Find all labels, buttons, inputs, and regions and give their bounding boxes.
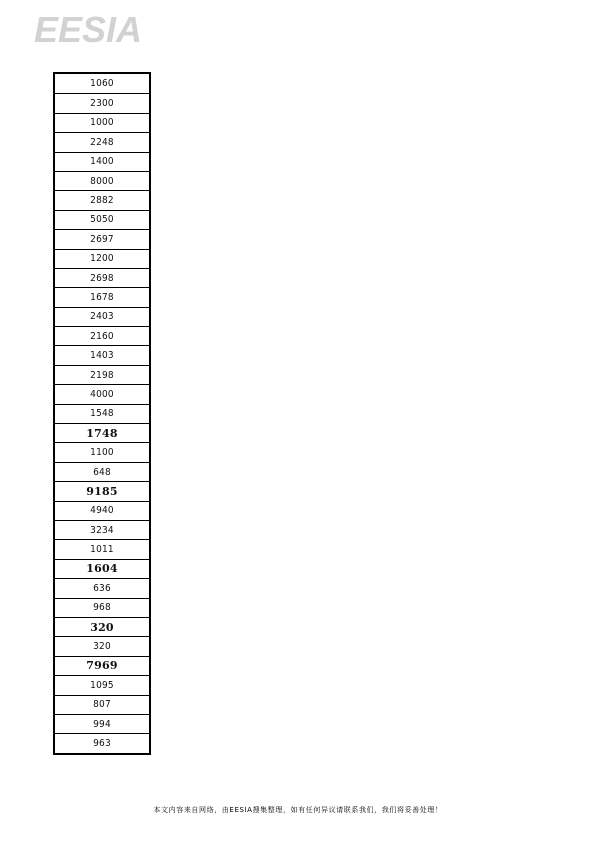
table-row: 1095 [55,675,149,694]
table-row: 2248 [55,132,149,151]
table-row: 2697 [55,229,149,248]
value-table [53,72,151,755]
footer-disclaimer: 本文内容来自网络，由EESIA搜集整理，如有任何异议请联系我们，我们将妥善处理！ [153,806,443,814]
table-row: 320 [55,617,149,636]
table-row: 968 [55,598,149,617]
table-row: 1060 [90,78,114,90]
table-row: 7969 [55,656,149,675]
table-row: 8000 [55,171,149,190]
table-row: 994 [55,714,149,733]
table-row: 1011 [55,539,149,558]
table-row: 2198 [55,365,149,384]
eesia-logo-mark [34,8,144,48]
table-row: 1400 [55,152,149,171]
table-row: 1678 [55,287,149,306]
table-row: 2300 [55,93,149,112]
eesia-logo [34,8,144,48]
table-row: 807 [55,695,149,714]
table-row: 9185 [55,481,149,500]
table-row: 636 [55,578,149,597]
table-row: 648 [55,462,149,481]
table-row: 4000 [55,384,149,403]
table-row: 5050 [55,210,149,229]
table-row: 1548 [55,404,149,423]
table-row: 320 [55,636,149,655]
table-row: 1000 [55,113,149,132]
table-row: 2160 [55,326,149,345]
table-row: 4940 [55,501,149,520]
table-row: 1200 [55,249,149,268]
table-row: 1403 [55,345,149,364]
table-row: 2403 [55,307,149,326]
table-row: 963 [55,733,149,752]
table-row: 2698 [55,268,149,287]
svg-text:EESIA: EESIA [34,9,142,48]
table-row: 1748 [55,423,149,442]
table-row: 1604 [55,559,149,578]
table-row: 3234 [55,520,149,539]
table-row: 2882 [55,190,149,209]
table-row: 1100 [55,442,149,461]
